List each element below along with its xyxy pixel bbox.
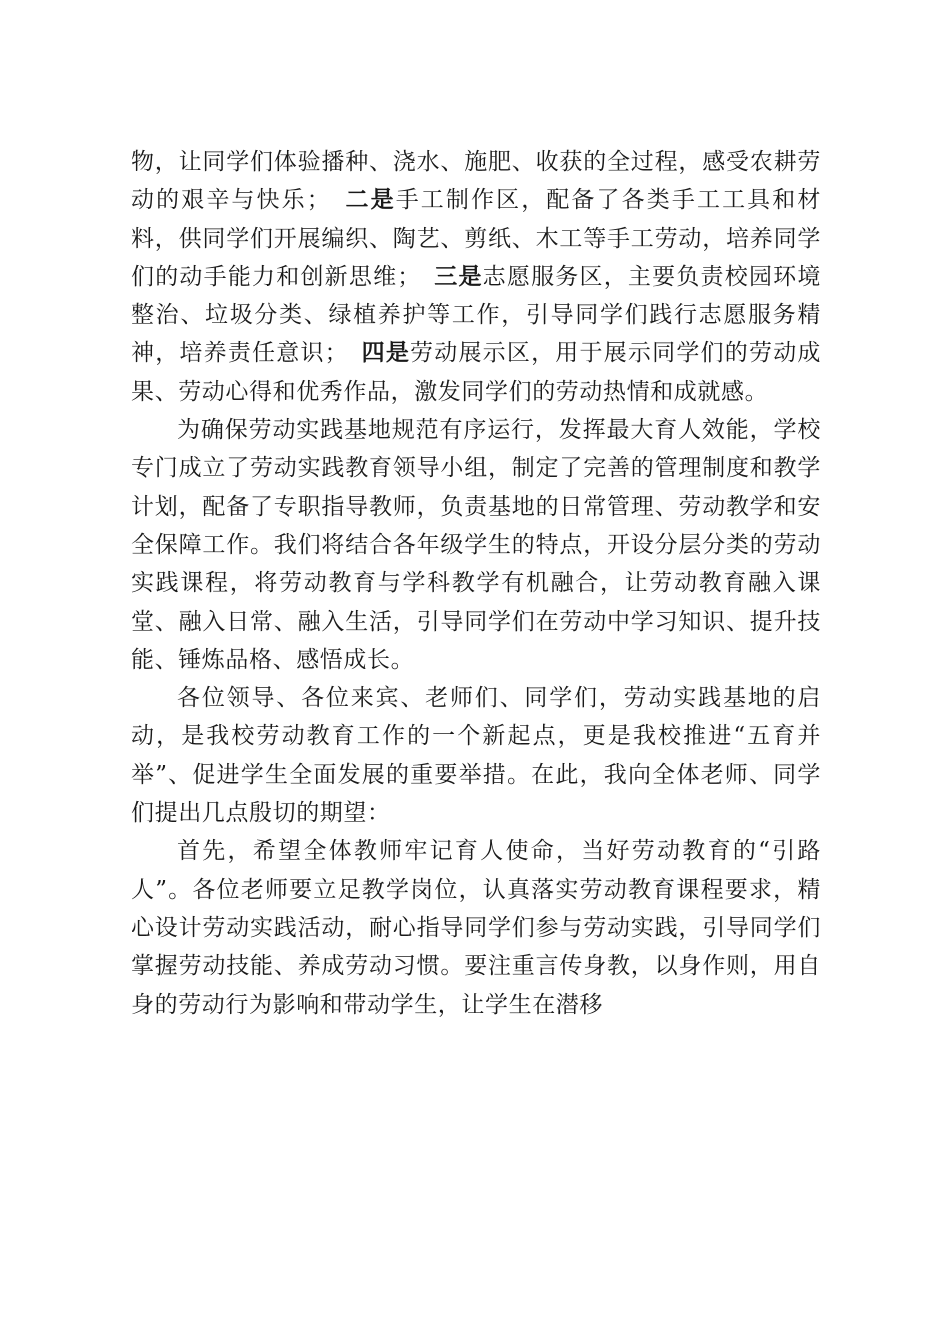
paragraph-address-guests: 各位领导、各位来宾、老师们、同学们，劳动实践基地的启动，是我校劳动教育工作的一个新起点，更是我校推进“五育并举”、促进学生全面发展的重要举措。在此，我向全体老师、同学们提出几点殷切的期望： — [131, 685, 821, 827]
paragraph-management: 为确保劳动实践基地规范有序运行，发挥最大育人效能，学校专门成立了劳动实践教育领导小组，制定了完善的管理制度和教学计划，配备了专职指导教师，负责基地的日常管理、劳动教学和安全保障工作。我们将结合各年级学生的特点，开设分层分类的劳动实践课程，将劳动教育与学科教学有机融合，让劳动教育融入课堂、融入日常、融入生活，引导同学们在劳动中学习知识、提升技能、锤炼品格、感悟成长。 — [131, 417, 821, 673]
paragraph-practice-areas — [131, 143, 821, 411]
paragraph-1-part-a: 物，让同学们体验播种、浇水、施肥、收获的全过程，感受农耕劳动的艰辛与快乐； — [131, 149, 821, 214]
paragraph-teachers-expectation: 首先，希望全体教师牢记育人使命，当好劳动教育的“引路人”。各位老师要立足教学岗位，认真落实劳动教育课程要求，精心设计劳动实践活动，耐心指导同学们参与劳动实践，引导同学们掌握劳动技能、养成劳动习惯。要注重言传身教，以身作则，用自身的劳动行为影响和带动学生，让学生在潜移 — [131, 838, 821, 1018]
paragraph-1-part-c: 志愿服务区，主要负责校园环境整治、垃圾分类、绿植养护等工作，引导同学们践行志愿服务精神，培养责任意识； — [131, 263, 821, 367]
document-body — [131, 143, 821, 1024]
marker-third: 三是 — [434, 262, 483, 290]
paragraph-1-part-b: 手工制作区，配备了各类手工工具和材料，供同学们开展编织、陶艺、剪纸、木工等手工劳动，培养同学们的动手能力和创新思维； — [131, 187, 821, 290]
marker-second: 二是 — [345, 186, 396, 214]
marker-fourth: 四是 — [361, 339, 411, 367]
paragraph-1-part-d: 劳动展示区，用于展示同学们的劳动成果、劳动心得和优秀作品，激发同学们的劳动热情和成就感。 — [131, 340, 821, 405]
